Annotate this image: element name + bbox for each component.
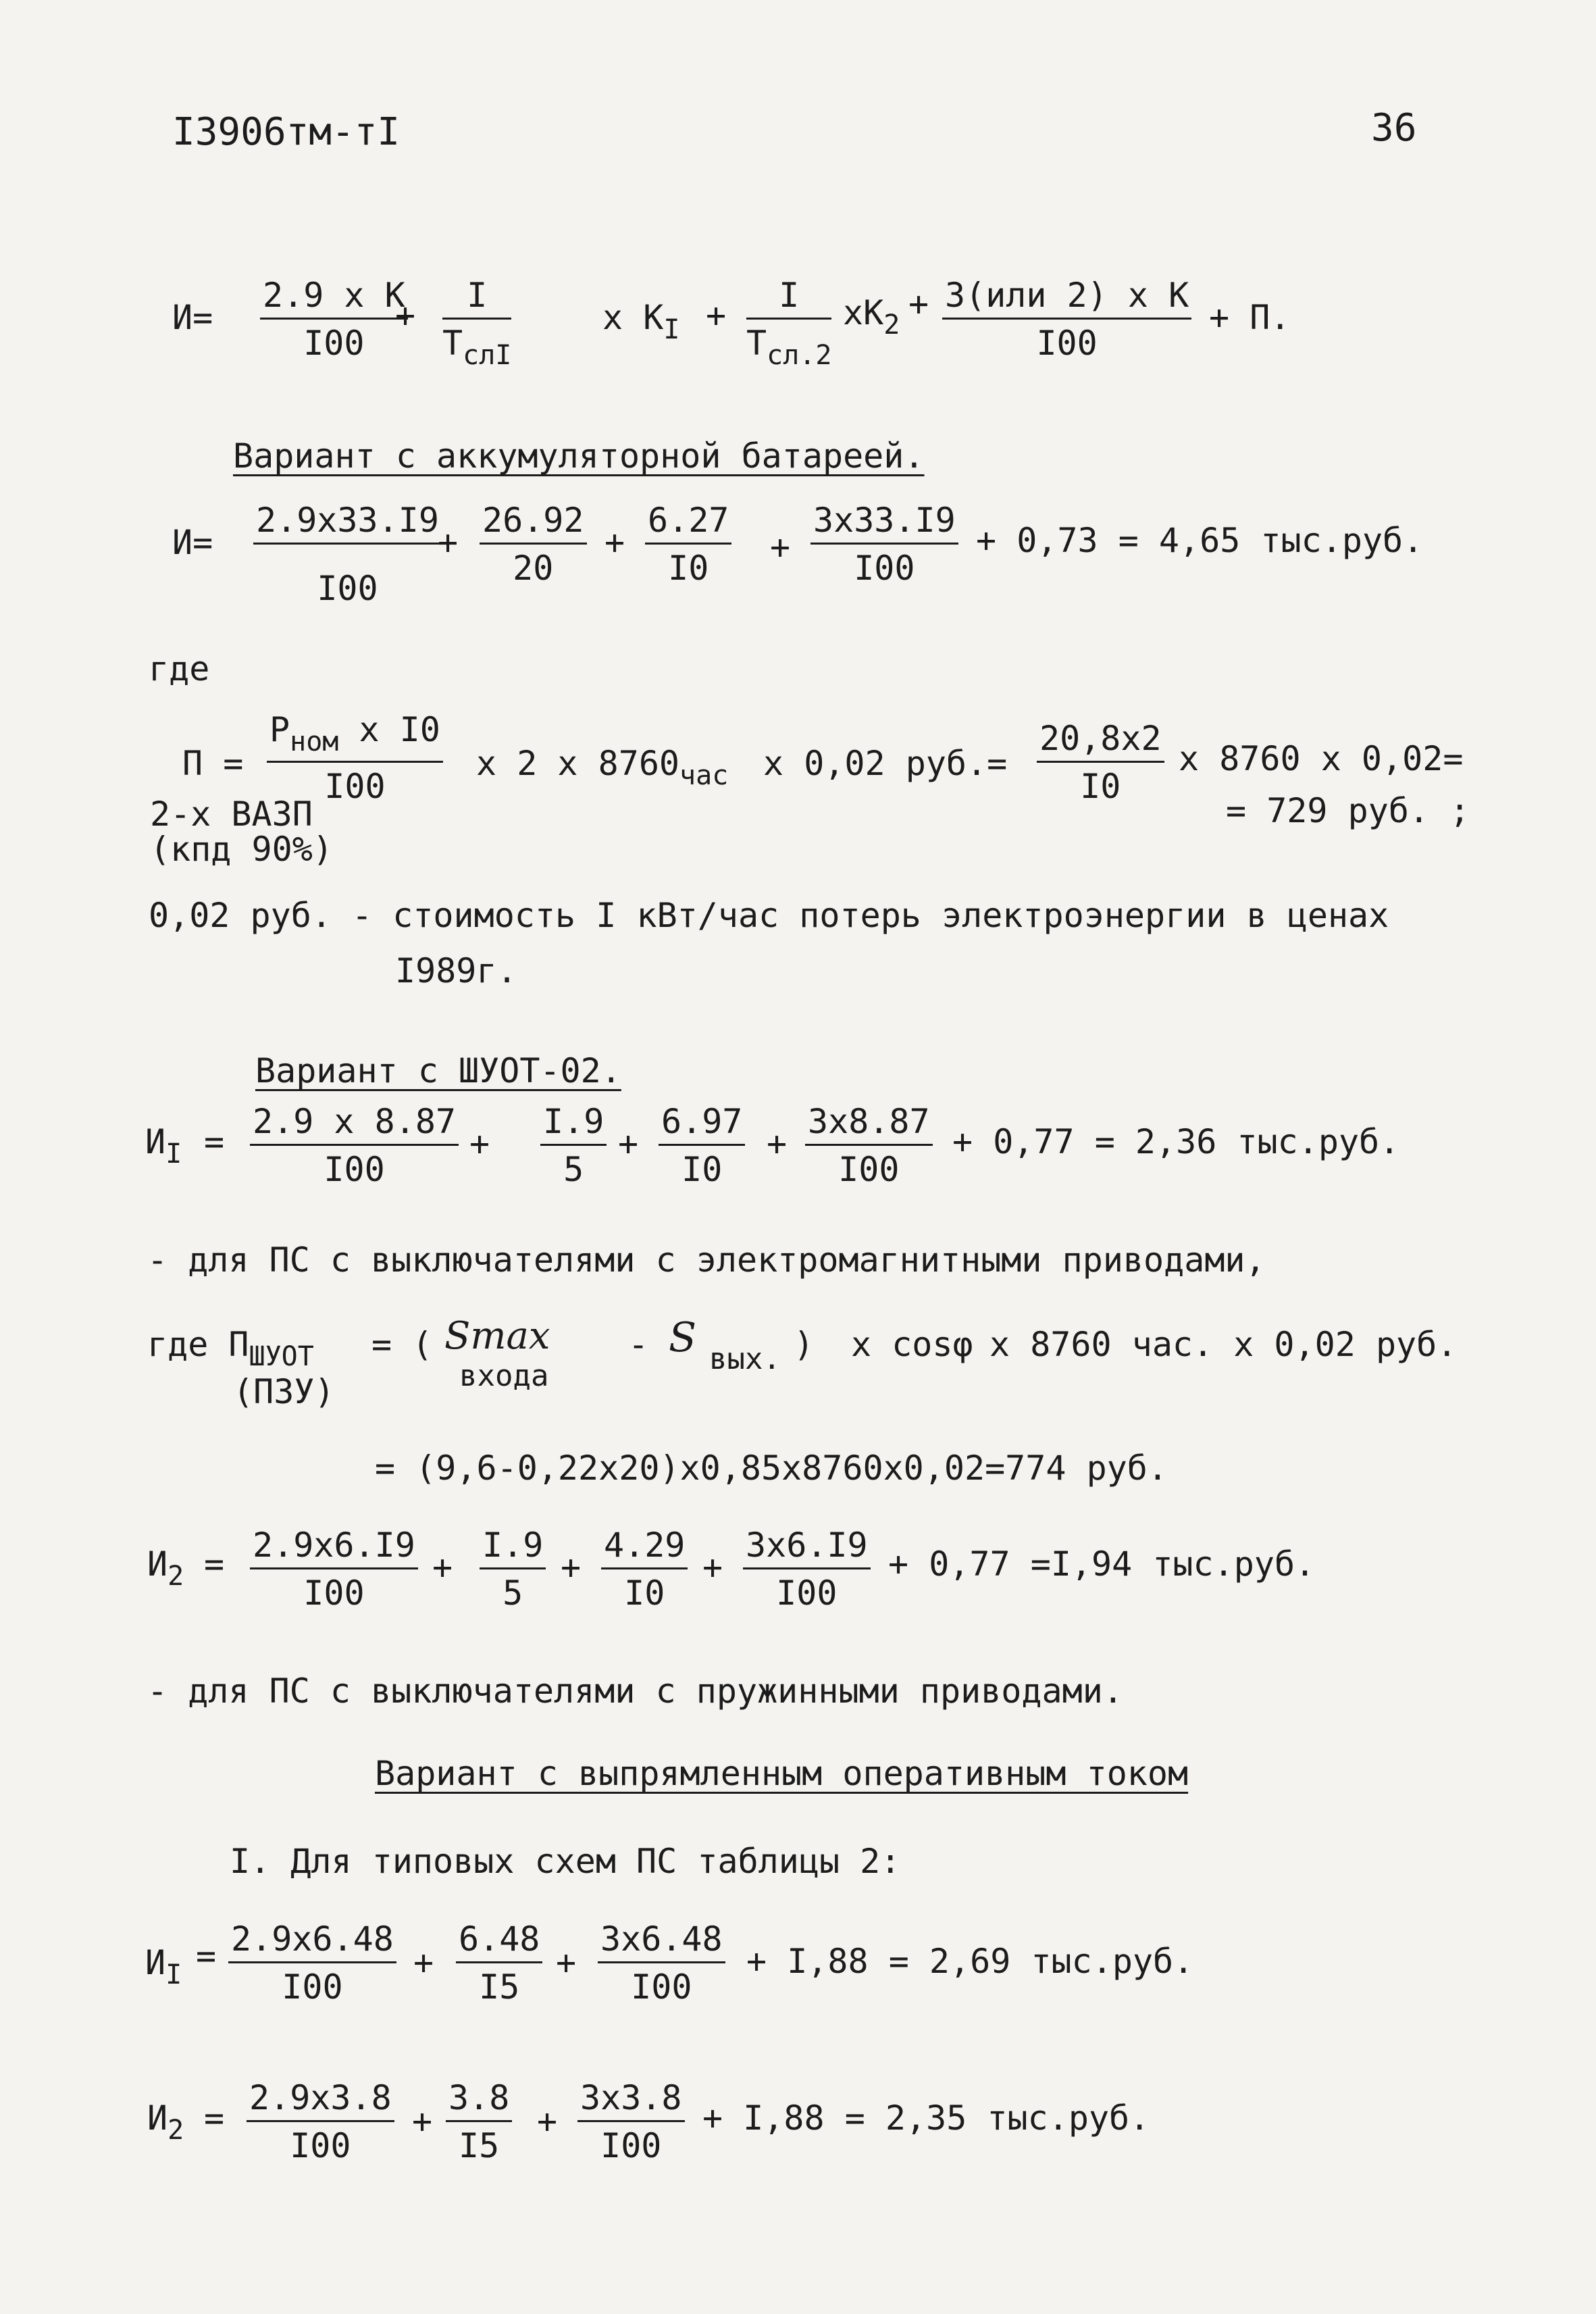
equals-sign: =	[204, 1544, 225, 1584]
fraction: $\frac{2.9x6.I9}{I00}$	[250, 1528, 418, 1610]
plus-sign: +	[537, 2102, 558, 2141]
plus-sign: +	[469, 1124, 490, 1163]
plus-sign: +	[438, 523, 459, 562]
fraction: $\frac{2.9x3.8}{I00}$	[247, 2081, 394, 2163]
smax-subscript: входа	[459, 1359, 549, 1393]
fraction: $\frac{\text{2.9 x K}}{I00}$	[260, 278, 408, 360]
plus-sign: +	[413, 1943, 434, 1982]
formula-tail: x 8760 час. x 0,02 руб.	[989, 1325, 1458, 1364]
s-subscript: вых.	[709, 1342, 781, 1376]
note-text: (кпд 90%)	[150, 830, 333, 869]
plus-sign: +	[432, 1548, 453, 1587]
plus-sign: +	[395, 296, 416, 335]
section-heading-shuot: Вариант с ШУОТ-02.	[255, 1051, 621, 1090]
formula-tail: + I,88 = 2,35 тыс.руб.	[702, 2098, 1150, 2138]
where-label: где	[149, 649, 210, 688]
plus-sign: +	[908, 284, 929, 324]
fraction: $\frac{3x6.I9}{I00}$	[743, 1528, 871, 1610]
fraction: $\frac{3x3.8}{I00}$	[577, 2081, 685, 2163]
multiplier: x 0,02 руб.=	[763, 744, 1008, 783]
cost-note: 0,02 руб. - стоимость I кВт/час потерь электроэнергии в ценах	[149, 896, 1389, 935]
plus-sign: +	[770, 528, 791, 567]
multiplier: x $K_I$	[602, 298, 680, 345]
equals-sign: =	[204, 1122, 225, 1161]
fraction: $\frac{3x33.I9}{I00}$	[810, 503, 958, 585]
formula-lhs: $И_I$	[145, 1122, 182, 1169]
cost-note: I989г.	[395, 951, 517, 990]
plus-sign: +	[706, 296, 727, 335]
plus-sign: +	[604, 523, 625, 562]
plus-sign: +	[561, 1548, 582, 1587]
formula-tail: + 0,73 = 4,65 тыс.руб.	[976, 521, 1424, 560]
fraction: $\frac{6.48}{I5}$	[456, 1922, 542, 2004]
fraction: $\frac{2.9x33.I9}{I00}$	[253, 503, 442, 605]
fraction: I $T_{сл.2}$	[746, 276, 832, 371]
plus-sign: +	[556, 1943, 577, 1982]
formula-lhs: $И_2$	[147, 1544, 184, 1592]
fraction: $\frac{3.8}{I5}$	[446, 2081, 512, 2163]
equals-sign: =	[204, 2098, 225, 2138]
fraction: $\frac{2.9x6.48}{I00}$	[228, 1922, 396, 2004]
page-number: 36	[1371, 106, 1417, 150]
fraction: $\frac{2.9 x 8.87}{I00}$	[250, 1105, 459, 1186]
formula-lhs: $И_2$	[147, 2098, 184, 2146]
formula-tail: x 8760 x 0,02=	[1179, 739, 1464, 778]
formula-tail: + 0,77 = 2,36 тыс.руб.	[952, 1122, 1400, 1161]
open-paren: = (	[371, 1325, 433, 1364]
where-label: где $П_{ШУОТ}$	[147, 1325, 314, 1372]
smax-symbol: Smax	[444, 1314, 550, 1358]
fraction: I $T_{слI}$	[442, 276, 512, 371]
fraction: $\frac{20,8x2}{I0}$	[1037, 722, 1164, 803]
formula-lhs: $И_I$	[145, 1943, 182, 1990]
plus-sign: +	[767, 1124, 788, 1163]
fraction: $\frac{I.9}{5}$	[540, 1105, 607, 1186]
fraction: $\frac{6.97}{I0}$	[659, 1105, 745, 1186]
fraction: $\frac{I.9}{5}$	[480, 1528, 546, 1610]
fraction: $P_{ном}$ x I0 I00	[267, 713, 443, 803]
subscript-label: (ПЗУ)	[233, 1372, 335, 1411]
plus-sign: +	[618, 1124, 639, 1163]
close-paren: )	[794, 1325, 815, 1364]
list-item: I. Для типовых схем ПС таблицы 2:	[230, 1842, 901, 1881]
note-electromagnetic: - для ПС с выключателями с электромагнитными приводами,	[147, 1240, 1266, 1280]
cos-factor: x cosφ	[851, 1325, 973, 1364]
formula-lhs: И=	[172, 298, 213, 337]
section-heading-battery: Вариант с аккумуляторной батареей.	[233, 436, 925, 476]
fraction: $\frac{4.29}{I0}$	[601, 1528, 688, 1610]
formula-tail: + 0,77 =I,94 тыс.руб.	[888, 1544, 1316, 1584]
s-symbol: S	[669, 1314, 697, 1361]
document-code: I3906тм-тI	[172, 110, 401, 154]
fraction: $\frac{26.92}{20}$	[480, 503, 587, 585]
minus-sign: -	[628, 1325, 649, 1364]
fraction: $\frac{3x8.87}{I00}$	[805, 1105, 933, 1186]
formula-lhs: И=	[172, 523, 213, 562]
fraction: $\frac{3x6.48}{I00}$	[598, 1922, 725, 2004]
section-heading-rectified: Вариант с выпрямленным оперативным током	[375, 1754, 1189, 1793]
note-text: 2-х ВАЗП	[150, 795, 313, 834]
equals-sign: =	[196, 1936, 217, 1976]
formula-lhs: П =	[182, 744, 244, 783]
calculation-line: = (9,6-0,22x20)x0,85x8760x0,02=774 руб.	[375, 1449, 1168, 1488]
multiplier: $xK_2$	[843, 293, 900, 341]
fraction: $\frac{6.27}{I0}$	[645, 503, 731, 585]
note-spring: - для ПС с выключателями с пружинными приводами.	[147, 1671, 1123, 1711]
multiplier: x 2 x $8760_{час}$	[476, 744, 729, 791]
plus-sign: +	[412, 2102, 433, 2141]
formula-result: = 729 руб. ;	[1226, 791, 1470, 830]
plus-sign: +	[702, 1548, 723, 1587]
fraction: 3(или 2) x K I00	[942, 278, 1191, 360]
formula-tail: + П.	[1209, 298, 1291, 337]
formula-tail: + I,88 = 2,69 тыс.руб.	[746, 1942, 1194, 1981]
